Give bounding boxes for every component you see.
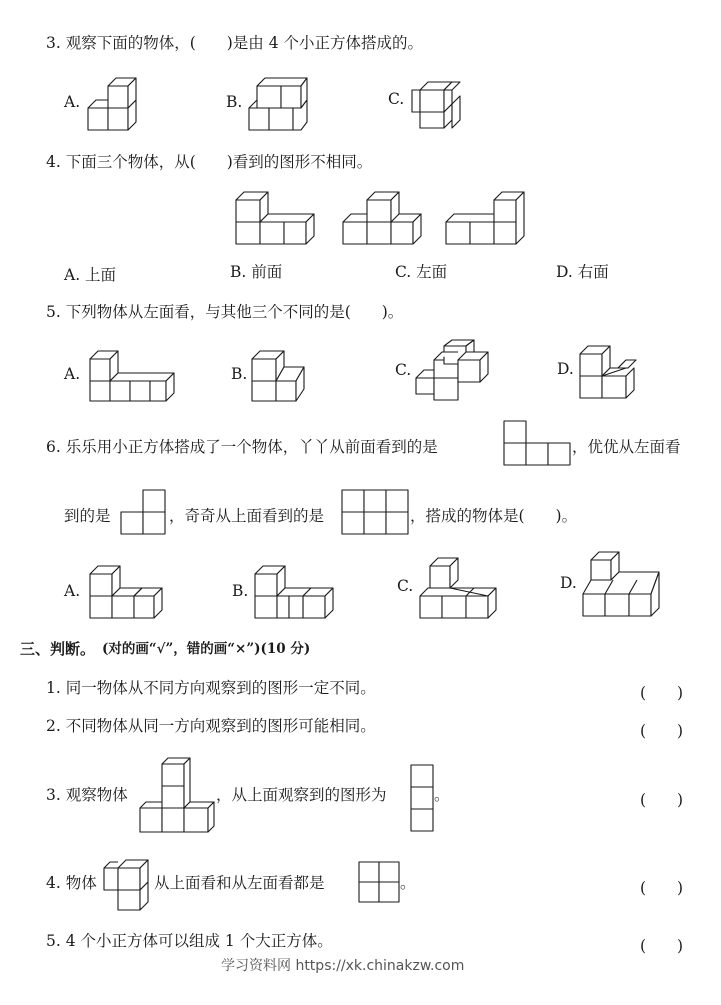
judge-item-4-view [358,861,406,909]
q6-line2-c: ，搭成的物体是( )。 [410,507,578,525]
q6-option-d-label: D. [560,574,577,592]
watermark: 学习资料网 https://xk.chinakzw.com [221,958,465,974]
q3-figure-b [247,68,309,134]
q4-figure-1 [234,186,314,248]
q6-option-a-label: A. [64,582,81,600]
q3-figure-c [408,72,466,130]
q6-left-view [120,489,168,537]
judge-item-4-a: 4. 物体 [46,874,97,892]
q5-option-b-label: B. [231,365,248,383]
q5-figure-d [578,340,642,404]
judge-item-3-figure [138,752,220,838]
q5-option-a-label: A. [64,365,81,383]
section3-title: 三、判断。 [20,640,96,658]
q6-figure-d [581,550,665,620]
q6-line2-a: 到的是 [64,507,111,525]
judge-item-3-top-view [410,764,436,834]
q4-option-d: D. 右面 [556,263,609,281]
q3-option-b-label: B. [226,93,243,111]
q6-figure-a [88,560,176,622]
q3-option-c-label: C. [388,90,405,108]
q5-text: 5. 下列物体从左面看，与其他三个不同的是( )。 [46,303,404,321]
judge-item-1-answer[interactable]: ( ) [640,684,684,702]
q4-figure-2 [341,186,421,248]
q6-line1-b: ，优优从左面看 [572,438,681,456]
q6-line1-a: 6. 乐乐用小正方体搭成了一个物体，丫丫从前面看到的是 [46,438,438,456]
q6-figure-c [418,552,502,622]
q5-figure-c [414,338,498,404]
q6-option-c-label: C. [397,577,414,595]
q5-figure-b [250,345,308,405]
q6-figure-b [253,560,337,622]
judge-item-4-c: 。 [400,874,416,892]
q4-option-c: C. 左面 [395,263,448,281]
judge-item-3-a: 3. 观察物体 [46,786,128,804]
judge-item-2: 2. 不同物体从同一方向观察到的图形可能相同。 [46,717,376,735]
q6-top-view [341,489,413,537]
q3-text: 3. 观察下面的物体，( )是由 4 个小正方体搭成的。 [46,34,424,52]
q4-option-a: A. 上面 [64,266,117,284]
q3-figure-a [86,70,146,134]
q4-text: 4. 下面三个物体，从( )看到的图形不相同。 [46,153,373,171]
q6-line2-b: ，奇奇从上面看到的是 [169,507,325,525]
q5-option-d-label: D. [557,360,574,378]
q5-figure-a [88,345,174,405]
q6-option-b-label: B. [232,582,249,600]
judge-item-4-figure [102,856,156,914]
q4-option-b: B. 前面 [230,263,283,281]
judge-item-4-answer[interactable]: ( ) [640,879,684,897]
judge-item-5-answer[interactable]: ( ) [640,937,684,955]
judge-item-3-answer[interactable]: ( ) [640,791,684,809]
judge-item-2-answer[interactable]: ( ) [640,722,684,740]
judge-item-3-c: 。 [434,786,450,804]
section3-note: (对的画“√”，错的画“×”)(10 分) [102,641,311,657]
judge-item-1: 1. 同一物体从不同方向观察到的图形一定不同。 [46,679,376,697]
q3-option-a-label: A. [64,93,81,111]
judge-item-3-b: ，从上面观察到的图形为 [216,786,387,804]
q6-front-view [503,420,573,468]
q4-figure-3 [444,186,524,248]
judge-item-5: 5. 4 个小正方体可以组成 1 个大正方体。 [46,932,333,950]
judge-item-4-b: 从上面看和从左面看都是 [154,874,325,892]
q5-option-c-label: C. [395,361,412,379]
